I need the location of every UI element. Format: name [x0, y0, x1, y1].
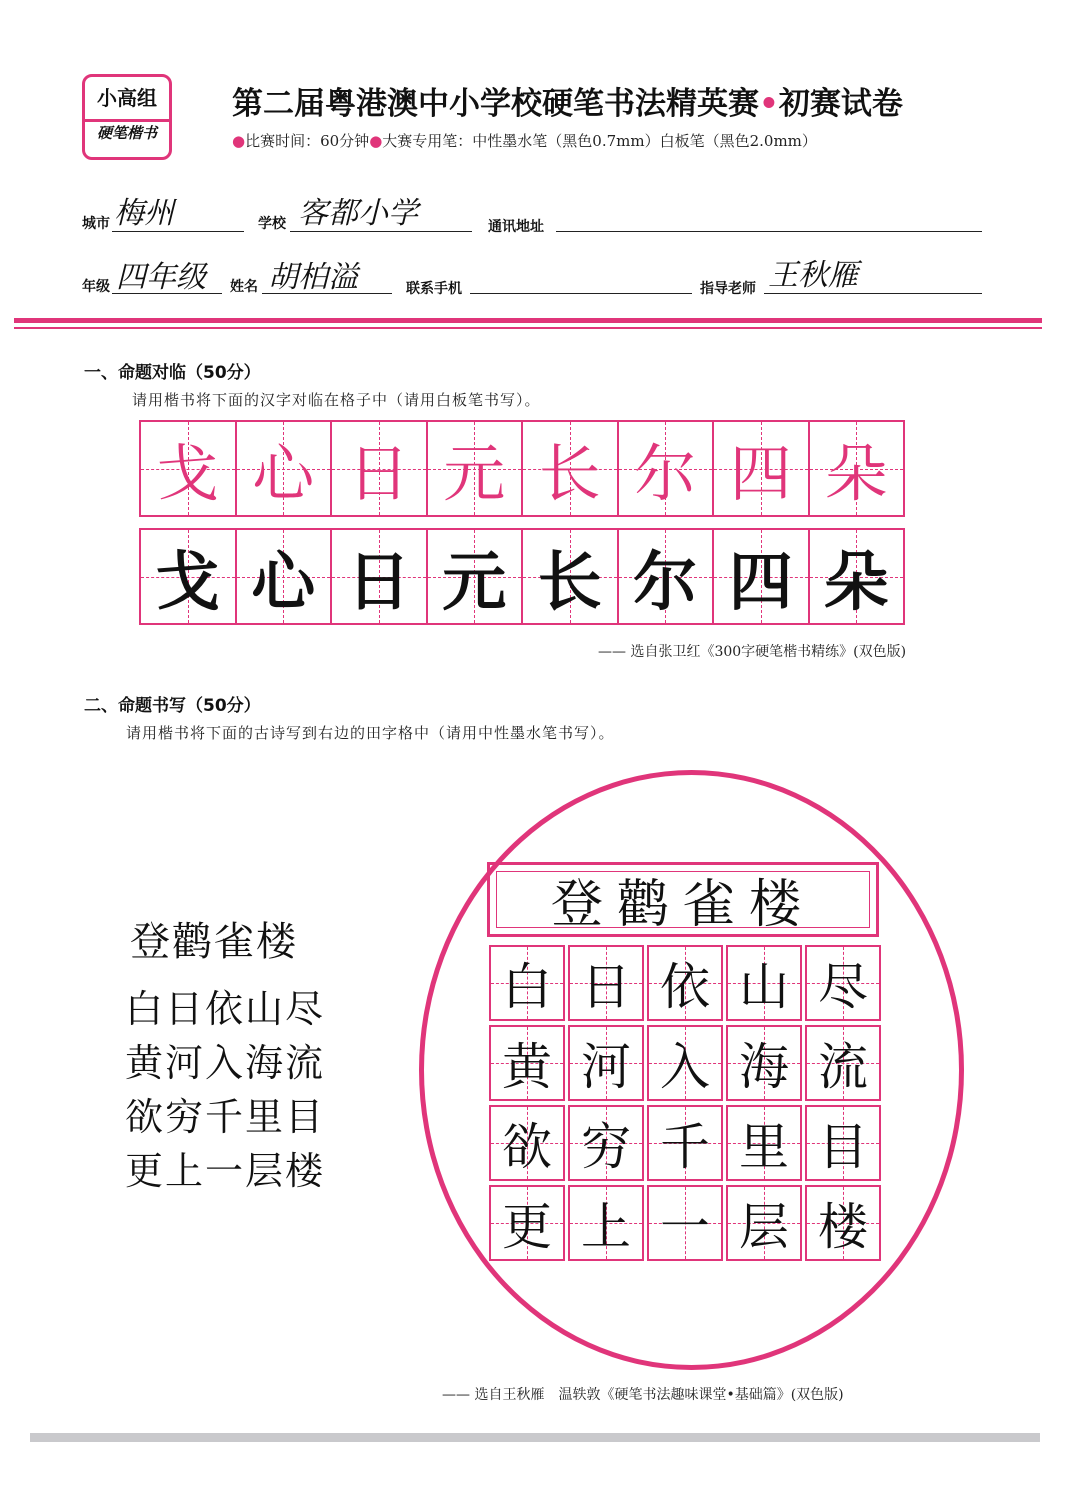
- model-cell: [330, 420, 428, 517]
- grid-cell[interactable]: [568, 1185, 644, 1261]
- address-field[interactable]: [556, 231, 982, 232]
- info-bullet-icon: ●: [232, 132, 246, 150]
- phone-field[interactable]: [470, 293, 692, 294]
- grid-cell[interactable]: [805, 1185, 881, 1261]
- written-row: [489, 945, 884, 1021]
- written-title-box[interactable]: [487, 862, 879, 937]
- section1-heading: 一、命题对临（50分）: [84, 363, 261, 383]
- grid-cell[interactable]: [568, 1025, 644, 1101]
- section1-source: —— 选自张卫红《300字硬笔楷书精练》(双色版): [598, 644, 907, 660]
- written-row: [489, 1025, 884, 1101]
- name-underline: [262, 293, 392, 294]
- model-cell: [617, 420, 715, 517]
- copy-char: 朵: [824, 544, 889, 620]
- written-char: 海: [739, 1038, 789, 1096]
- school-label: 学校: [258, 216, 286, 232]
- poem-title: 登鹳雀楼: [130, 919, 298, 965]
- written-char: 白: [502, 958, 552, 1016]
- divider-thick: [14, 318, 1042, 323]
- badge-category-label: 硬笔楷书: [96, 124, 157, 142]
- section2-heading: 二、命题书写（50分）: [84, 696, 261, 716]
- model-char: 朵: [825, 437, 888, 510]
- copy-char: 四: [728, 544, 793, 620]
- grade-label: 年级: [82, 279, 110, 295]
- divider-thin: [14, 327, 1042, 329]
- copy-char: 元: [442, 544, 507, 620]
- grid-cell[interactable]: [647, 1025, 723, 1101]
- copy-cell[interactable]: [426, 528, 524, 625]
- grid-cell[interactable]: [726, 1185, 802, 1261]
- section2-instruction: 请用楷书将下面的古诗写到右边的田字格中（请用中性墨水笔书写）。: [126, 724, 615, 742]
- grid-cell[interactable]: [489, 1185, 565, 1261]
- written-char: 黄: [502, 1038, 552, 1096]
- exam-time: 比赛时间：60分钟: [245, 132, 370, 150]
- written-char: 层: [739, 1198, 789, 1256]
- school-underline: [290, 231, 472, 232]
- copy-cell[interactable]: [330, 528, 428, 625]
- exam-info: [232, 130, 817, 151]
- name-label: 姓名: [230, 279, 258, 295]
- copy-cell[interactable]: [617, 528, 715, 625]
- written-char: 楼: [818, 1198, 868, 1256]
- written-title: 登鹳雀楼: [496, 871, 870, 928]
- grid-cell[interactable]: [726, 1105, 802, 1181]
- written-char: 里: [739, 1118, 789, 1176]
- badge-group-label: 小高组: [85, 77, 169, 122]
- written-char: 欲: [502, 1118, 552, 1176]
- copy-cell[interactable]: [808, 528, 906, 625]
- copy-cell[interactable]: [235, 528, 333, 625]
- info-bullet-icon: ●: [369, 132, 383, 150]
- written-char: 千: [660, 1118, 710, 1176]
- model-char: 戈: [156, 437, 219, 510]
- teacher-underline: [764, 293, 982, 294]
- written-char: 一: [660, 1198, 710, 1256]
- model-cell: [426, 420, 524, 517]
- copy-char: 尔: [633, 544, 698, 620]
- written-char: 上: [581, 1198, 631, 1256]
- city-underline: [112, 231, 244, 232]
- teacher-label: 指导老师: [700, 281, 756, 297]
- model-cell: [712, 420, 810, 517]
- grade-underline: [112, 293, 222, 294]
- copy-cell[interactable]: [712, 528, 810, 625]
- copy-char: 戈: [155, 544, 220, 620]
- grid-cell[interactable]: [805, 945, 881, 1021]
- grid-cell[interactable]: [726, 945, 802, 1021]
- model-char: 尔: [634, 437, 697, 510]
- group-badge: [82, 74, 172, 160]
- city-label: 城市: [82, 216, 110, 232]
- written-char: 流: [818, 1038, 868, 1096]
- model-char: 元: [443, 437, 506, 510]
- grid-cell[interactable]: [489, 1025, 565, 1101]
- model-char: 长: [538, 437, 601, 510]
- grid-cell[interactable]: [489, 945, 565, 1021]
- model-char-row: [141, 420, 905, 517]
- poem-line: 白日依山尽: [125, 987, 326, 1031]
- title-dot: •: [759, 86, 779, 122]
- model-cell: [521, 420, 619, 517]
- copy-cell[interactable]: [521, 528, 619, 625]
- address-label: 通讯地址: [488, 219, 544, 235]
- written-row: [489, 1105, 884, 1181]
- grid-cell[interactable]: [568, 1105, 644, 1181]
- written-char: 尽: [818, 958, 868, 1016]
- poem-line: 欲穷千里目: [125, 1095, 326, 1139]
- copy-char: 心: [251, 544, 316, 620]
- title-main: 第二届粤港澳中小学校硬笔书法精英赛: [232, 86, 759, 122]
- poem-line: 黄河入海流: [125, 1041, 326, 1085]
- copy-char: 日: [346, 544, 411, 620]
- grid-cell[interactable]: [568, 945, 644, 1021]
- grid-cell[interactable]: [647, 1105, 723, 1181]
- model-cell: [808, 420, 906, 517]
- model-cell: [139, 420, 237, 517]
- title-end: 初赛试卷: [778, 86, 903, 122]
- written-char: 目: [818, 1118, 868, 1176]
- model-char: 心: [252, 437, 315, 510]
- grid-cell[interactable]: [647, 1185, 723, 1261]
- grid-cell[interactable]: [647, 945, 723, 1021]
- copy-char: 长: [537, 544, 602, 620]
- model-cell: [235, 420, 333, 517]
- written-char: 日: [581, 958, 631, 1016]
- phone-label: 联系手机: [406, 281, 462, 297]
- page-title: [232, 78, 903, 123]
- section1-instruction: 请用楷书将下面的汉字对临在格子中（请用白板笔书写）。: [132, 391, 541, 409]
- grid-cell[interactable]: [805, 1025, 881, 1101]
- written-char: 穷: [581, 1118, 631, 1176]
- city-value[interactable]: 梅州: [114, 196, 174, 231]
- grade-value[interactable]: 四年级: [116, 260, 206, 295]
- written-char: 入: [660, 1038, 710, 1096]
- grid-cell[interactable]: [805, 1105, 881, 1181]
- grid-cell[interactable]: [489, 1105, 565, 1181]
- written-char: 河: [581, 1038, 631, 1096]
- written-char: 更: [502, 1198, 552, 1256]
- written-char: 依: [660, 958, 710, 1016]
- model-char: 日: [347, 437, 410, 510]
- teacher-value[interactable]: 王秋雁: [768, 258, 858, 293]
- school-value[interactable]: 客都小学: [298, 196, 418, 231]
- copy-char-row: [141, 528, 905, 625]
- section2-source: —— 选自王秋雁 温轶敦《硬笔书法趣味课堂•基础篇》(双色版): [442, 1387, 844, 1403]
- grid-cell[interactable]: [726, 1025, 802, 1101]
- written-row: [489, 1185, 884, 1261]
- copy-cell[interactable]: [139, 528, 237, 625]
- written-char: 山: [739, 958, 789, 1016]
- bottom-bar: [30, 1433, 1040, 1442]
- poem-line: 更上一层楼: [125, 1149, 326, 1193]
- exam-pen: 大赛专用笔：中性墨水笔（黑色0.7mm）白板笔（黑色2.0mm）: [382, 132, 817, 150]
- model-char: 四: [729, 437, 792, 510]
- name-value[interactable]: 胡柏溢: [268, 260, 358, 295]
